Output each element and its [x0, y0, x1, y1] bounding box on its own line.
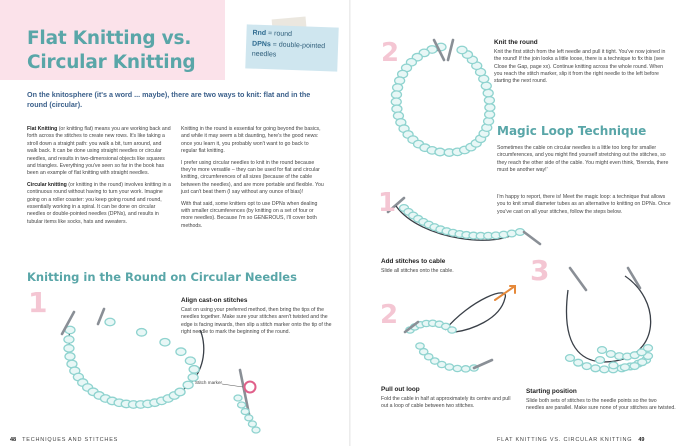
- abbreviation-note: [245, 24, 338, 71]
- ml-step-1-title: Add stitches to cable: [381, 258, 446, 265]
- ml3-stitch: [644, 345, 653, 352]
- knit-round-text: Knit the first stitch from the left needle and pull it tight. You've now joined in the round! If the join looks a little loose, there is a technique to fix this (see Close the Gap, page xx). Continue knitting across the whole round. When you reach the stitch marker, slip it from the right needle to the left before starting the next round.: [494, 49, 666, 85]
- col2-paragraph-3: With that said, some knitters opt to use DPNs when dealing with smaller circumferences (by knitting on a set of four or more needles). Because I'm so GENEROUS, I'll cover both methods.: [181, 200, 318, 229]
- ml3-stitch: [638, 359, 647, 366]
- cast-on-stitch: [137, 329, 147, 337]
- cast-on-stitch: [64, 345, 74, 353]
- ml2-stitch: [448, 327, 456, 333]
- ml-step-1-text: Slide all stitches onto the cable.: [381, 268, 454, 274]
- cast-on-stitch: [64, 336, 74, 344]
- ml-step-3-text: Slide both sets of stitches to the needle points so the two needles are parallel. Make sure none of your stitches are twisted.: [526, 398, 676, 412]
- ml3-stitch: [591, 365, 600, 372]
- round-stitch: [481, 82, 491, 90]
- cast-on-stitch: [189, 366, 199, 374]
- stitch-marker-icon: [245, 382, 256, 393]
- round-stitch: [457, 46, 467, 54]
- page-number-right: 49: [638, 437, 645, 443]
- step-1-text: Cast on using your preferred method, then bring the tips of the needles together. Make sure your stitches aren't twisted and the edge is facing inwards, then slip a stitch marker onto the tip of the right needle to mark the beginning of the round.: [181, 307, 332, 335]
- round-stitch: [483, 89, 493, 97]
- round-stitch: [435, 148, 445, 156]
- ml1-stitch: [507, 230, 516, 237]
- dpns-value: = double-pointed needles: [251, 40, 326, 59]
- cast-on-stitch: [105, 318, 115, 326]
- inset-stitch: [241, 409, 249, 415]
- round-needle-right: [448, 40, 453, 60]
- ml2-needle-right: [474, 360, 492, 368]
- cast-on-stitch: [176, 348, 186, 356]
- ml3-stitch: [620, 364, 629, 371]
- ml3-stitch: [574, 359, 583, 366]
- ml-step-2-title: Pull out loop: [381, 386, 420, 393]
- dpns-key: DPNs: [252, 40, 271, 48]
- round-stitch: [391, 91, 401, 99]
- col2-paragraph-2: I prefer using circular needles to knit in the round because they're more versatile – they can be used for flat and circular knitting, circumferences of all sizes (because of the cable between the needles), and are more portable and flexible. You just can't beat them (I say without any ounce of bias)!: [181, 159, 324, 196]
- callout-line: [222, 384, 243, 387]
- intro-paragraph: On the knitosphere (it's a word ... maybe), there are two ways to knit: flat and in the round (circular).: [27, 90, 311, 109]
- ml3-stitch: [596, 357, 605, 364]
- rnd-key: Rnd: [252, 29, 267, 38]
- step-1-title: Align cast-on stitches: [181, 297, 248, 304]
- ml3-stitch: [606, 351, 615, 358]
- flat-knitting-term: Flat Knitting: [27, 126, 58, 132]
- cast-on-stitch: [65, 353, 75, 361]
- ml3-stitch: [582, 363, 591, 370]
- ml-step-number-3: 3: [530, 254, 550, 287]
- ml2-stitch: [453, 365, 461, 371]
- ml-step-number-2: 2: [380, 300, 399, 330]
- title-line-1: Flat Knitting vs.: [27, 28, 192, 49]
- step-number-2-top: 2: [381, 38, 400, 68]
- page-title: [27, 27, 195, 75]
- ml-step-number-1: 1: [378, 188, 397, 218]
- round-stitch: [392, 105, 402, 113]
- ml3-stitch: [609, 362, 618, 369]
- cast-on-stitch: [183, 381, 193, 389]
- round-stitch: [485, 104, 495, 112]
- ml-step-2-text: Fold the cable in half at approximately its centre and pull out a loop of cable between two stitches.: [381, 396, 511, 410]
- ml-step-3-title: Starting position: [526, 388, 577, 395]
- title-line-2: Circular Knitting: [27, 52, 196, 73]
- footer-right-label: FLAT KNITTING VS. CIRCULAR KNITTING: [497, 437, 633, 443]
- col2-paragraph-1: Knitting in the round is essential for going beyond the basics, and while it may seem a bit daunting, here's the good news: once you learn it, you probably won't want to go back to regular flat knitting.: [181, 126, 321, 155]
- cast-on-stitch: [160, 338, 170, 346]
- magic-loop-heading: Magic Loop Technique: [497, 124, 647, 138]
- inset-stitch: [245, 415, 253, 421]
- flat-knitting-paragraph: [27, 126, 172, 178]
- flat-knitting-text: (or knitting flat) means you are working back and forth across the stitches to create new rows. It's like taking a stroll down a straight path: you walk a bit, turn around, and walk back. It can be done using straight needles or circular needles, and results in two-dimensional objects like squares and triangles. Everything you've seen so far in the book has been an example of flat knitting with straight needles.: [27, 126, 171, 177]
- circular-knitting-paragraph: [27, 182, 172, 226]
- body-column-2: [181, 126, 326, 234]
- circular-knitting-text: (or knitting in the round) involves knitting in a continuous round without having to turn your work. Imagine going on a roller coaster: you keep going round and round, essentially working in a spiral. It can be done on circular needles or double-pointed needles (DPNs), and results in tubular items like socks, hats and sweaters.: [27, 181, 171, 225]
- body-column-1: [27, 126, 172, 230]
- cast-on-stitch: [175, 388, 185, 396]
- inset-stitch: [248, 421, 256, 427]
- round-stitch: [391, 98, 401, 106]
- round-stitch: [484, 97, 494, 105]
- step-number-1: 1: [28, 286, 48, 319]
- ml3-needle-2: [628, 268, 640, 288]
- inset-stitch: [252, 427, 260, 433]
- stitch-marker-label: Stitch marker: [195, 380, 223, 385]
- ml2-stitch: [461, 366, 469, 372]
- knit-round-title: Knit the round: [494, 39, 538, 46]
- inset-stitch: [234, 395, 242, 401]
- ml3-stitch: [598, 347, 607, 354]
- section-heading: Knitting in the Round on Circular Needles: [27, 270, 297, 284]
- inset-stitch: [238, 402, 246, 408]
- ml1-needle-right: [524, 232, 540, 244]
- footer-left: [10, 437, 118, 443]
- cast-on-stitch: [185, 357, 195, 365]
- footer-right: [497, 437, 645, 443]
- rnd-value: = round: [267, 30, 293, 38]
- ml3-stitch: [600, 366, 609, 373]
- ml2-stitch: [445, 364, 453, 370]
- ml3-needle-1: [570, 268, 586, 290]
- page-number-left: 48: [10, 437, 17, 443]
- magic-loop-paragraph-1: Sometimes the cable on circular needles is a little too long for smaller circumferences, and you might find yourself stretching out the stitches, so they reach the other side of the cable. You might even think, 'Brenda, there must be another way!': [497, 145, 669, 173]
- footer-left-label: TECHNIQUES AND STITCHES: [22, 437, 119, 443]
- ml3-stitch: [566, 355, 575, 362]
- right-needle-tip: [98, 309, 104, 324]
- round-stitch: [393, 84, 403, 92]
- magic-loop-paragraph-2: I'm happy to report, there is! Meet the magic loop: a technique that allows you to knit small diameter tubes as an alternative to knitting on DPNs. Once you've cast on all your stitches, follow the steps below.: [497, 194, 671, 215]
- circular-knitting-term: Circular knitting: [27, 181, 67, 188]
- ml3-cable: [567, 276, 651, 362]
